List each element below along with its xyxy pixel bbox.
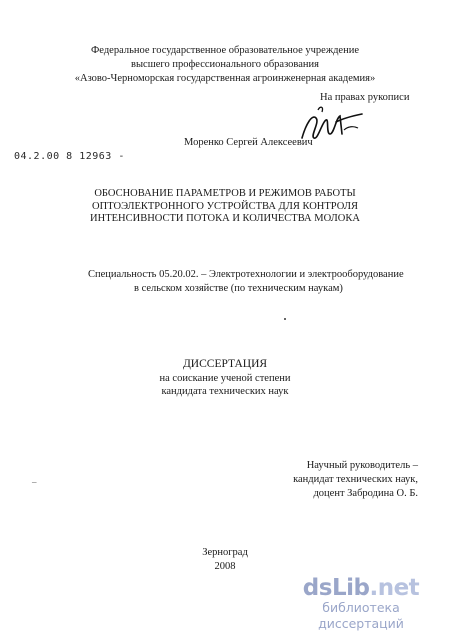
scientific-advisor-block	[293, 459, 418, 501]
author-name: Моренко Сергей Алексеевич	[184, 137, 313, 148]
watermark-subtitle: библиотека диссертаций	[318, 600, 404, 631]
degree-line-2: кандидата технических наук	[161, 386, 289, 397]
manuscript-rights-note: На правах рукописи	[320, 92, 410, 103]
dissertation-title	[0, 188, 450, 226]
dissertation-heading: ДИССЕРТАЦИЯ	[182, 358, 268, 370]
place-and-year	[0, 546, 450, 573]
advisor-line-1: Научный руководитель –	[306, 460, 418, 471]
logo-main-text: dsLib	[302, 575, 370, 601]
institution-header	[0, 44, 450, 86]
specialty-block	[88, 268, 404, 296]
specialty-line-2: в сельском хозяйстве (по техническим наукам)	[134, 283, 343, 294]
dslib-watermark	[278, 576, 444, 632]
institution-line-3: «Азово-Черноморская государственная агроинженерная академия»	[74, 73, 376, 84]
dslib-logo	[278, 576, 444, 600]
degree-line-1: на соискание ученой степени	[159, 372, 291, 384]
logo-ext-text: .net	[369, 575, 420, 601]
title-line-2: ОПТОЭЛЕКТРОННОГО УСТРОЙСТВА ДЛЯ КОНТРОЛЯ	[92, 200, 358, 212]
title-line-3: ИНТЕНСИВНОСТИ ПОТОКА И КОЛИЧЕСТВА МОЛОКА	[90, 213, 360, 224]
advisor-line-3: доцент Забродина О. Б.	[313, 488, 418, 499]
institution-line-1: Федеральное государственное образовательное учреждение	[91, 45, 359, 56]
specialty-line-1: Специальность 05.20.02. – Электротехнологии и электрооборудование	[88, 269, 404, 280]
year: 2008	[214, 560, 236, 572]
margin-mark: –	[32, 477, 37, 487]
city: Зерноград	[202, 547, 248, 558]
title-line-1: ОБОСНОВАНИЕ ПАРАМЕТРОВ И РЕЖИМОВ РАБОТЫ	[94, 188, 356, 199]
registration-stamp: 04.2.00 8 12963 -	[14, 151, 125, 162]
advisor-line-2: кандидат технических наук,	[293, 474, 418, 485]
dissertation-degree-block	[0, 358, 450, 399]
scan-speck	[284, 318, 286, 320]
institution-line-2: высшего профессионального образования	[131, 59, 319, 70]
